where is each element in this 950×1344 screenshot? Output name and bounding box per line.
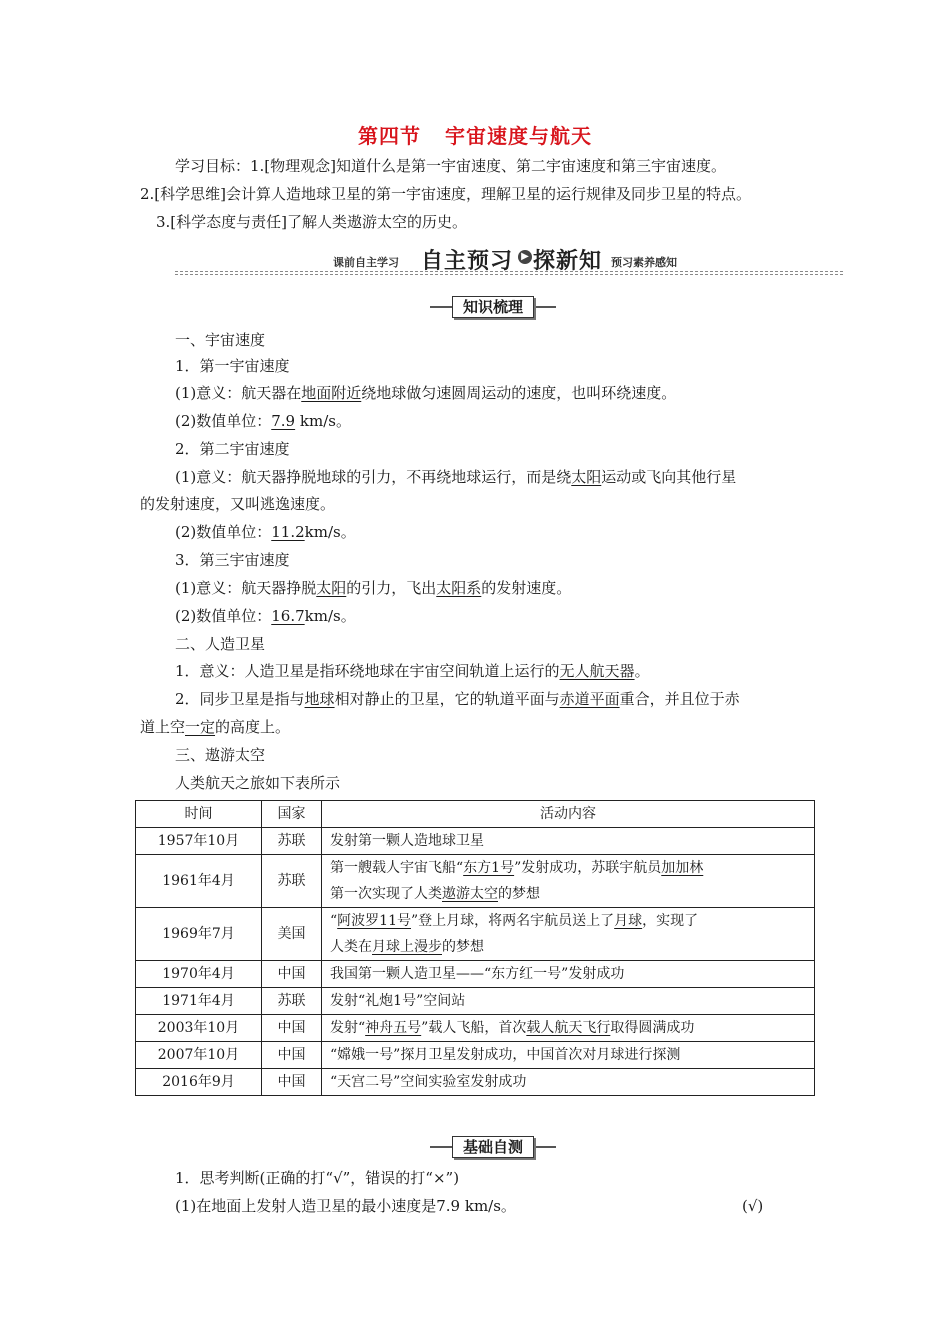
text: km/s。 <box>295 412 351 430</box>
table-row <box>136 1069 815 1096</box>
section-tag-knowledge <box>430 296 556 318</box>
banner-title-2: 探新知 <box>533 249 603 274</box>
selftest-question-1: (1)在地面上发射人造卫星的最小速度是7.9 km/s。 <box>175 1197 516 1215</box>
text: (1)意义：航天器挣脱地球的引力，不再绕地球运行，而是绕 <box>175 468 572 486</box>
header-time: 时间 <box>136 801 262 828</box>
page-title <box>0 120 950 149</box>
text: (1)意义：航天器在 <box>175 384 302 402</box>
text: 重合，并且位于赤 <box>619 690 740 708</box>
table-row <box>136 908 815 961</box>
text: km/s。 <box>304 607 356 625</box>
s1-third-value <box>175 606 356 626</box>
s1-second-value <box>175 522 356 542</box>
answer-blank: 载人航天飞行 <box>526 1020 611 1036</box>
s1-first-heading: 1．第一宇宙速度 <box>175 357 290 375</box>
answer-blank: 16.7 <box>271 607 305 625</box>
s1-third-heading: 3．第三宇宙速度 <box>175 551 290 569</box>
text: ，实现了 <box>642 913 699 929</box>
text: (1)意义：航天器挣脱 <box>175 579 317 597</box>
answer-blank: 地球 <box>304 690 335 708</box>
selftest-answer-mark: (√) <box>742 1197 764 1215</box>
table-header-row <box>136 801 815 828</box>
answer-blank: 11.2 <box>271 523 305 541</box>
table-row <box>136 828 815 855</box>
selftest-question-heading: 1．思考判断(正确的打“√”，错误的打“×”) <box>175 1169 460 1187</box>
tag-label: 基础自测 <box>452 1136 534 1158</box>
s2-item-2-line2 <box>140 717 290 737</box>
text: (2)数值单位： <box>175 607 272 625</box>
cell-content: 发射“礼炮1号”空间站 <box>322 988 815 1015</box>
answer-blank: 太阳 <box>316 579 347 597</box>
cell-content <box>322 1015 815 1042</box>
answer-blank: 太阳 <box>571 468 602 486</box>
text: 绕地球做匀速圆周运动的速度，也叫环绕速度。 <box>361 384 677 402</box>
banner-left-label: 课前自主学习 <box>333 256 399 269</box>
s1-second-meaning <box>175 467 736 487</box>
answer-blank: 遨游太空 <box>442 886 498 902</box>
answer-blank: 赤道平面 <box>559 690 620 708</box>
s1-first-meaning <box>175 383 676 403</box>
answer-blank: 一定 <box>185 718 216 736</box>
text: (2)数值单位： <box>175 523 272 541</box>
answer-blank: 东方1号 <box>463 860 515 876</box>
cell-country: 美国 <box>262 908 322 961</box>
text: 的梦想 <box>442 939 484 955</box>
cell-country: 中国 <box>262 1042 322 1069</box>
s3-intro: 人类航天之旅如下表所示 <box>175 774 341 792</box>
cell-time: 1969年7月 <box>136 908 262 961</box>
text: “ <box>330 913 338 929</box>
text: (2)数值单位： <box>175 412 272 430</box>
banner-title-1: 自主预习 <box>421 249 514 274</box>
cell-country: 苏联 <box>262 828 322 855</box>
section-tag-selftest <box>430 1136 556 1158</box>
cell-content <box>322 855 815 908</box>
s3-heading: 三、遨游太空 <box>175 746 266 764</box>
text: 第一次实现了人类 <box>330 886 442 902</box>
cell-country: 中国 <box>262 1015 322 1042</box>
table-row <box>136 1042 815 1069</box>
text: 第一艘载人宇宙飞船“ <box>330 860 464 876</box>
s2-heading: 二、人造卫星 <box>175 635 266 653</box>
text: ”登上月球，将两名宇航员送上了 <box>411 913 615 929</box>
text: 的引力，飞出 <box>346 579 437 597</box>
header-content: 活动内容 <box>322 801 815 828</box>
text: 的梦想 <box>498 886 540 902</box>
text: 运动或飞向其他行星 <box>601 468 737 486</box>
section-banner <box>175 244 843 278</box>
text: 1．意义：人造卫星是指环绕地球在宇宙空间轨道上运行的 <box>175 662 560 680</box>
cell-time: 1970年4月 <box>136 961 262 988</box>
cell-country: 苏联 <box>262 988 322 1015</box>
table-row <box>136 961 815 988</box>
table-row <box>136 1015 815 1042</box>
text: 人类在 <box>330 939 372 955</box>
answer-blank: 阿波罗11号 <box>337 913 411 929</box>
text: 。 <box>634 662 650 680</box>
objective-line-2: 2.[科学思维]会计算人造地球卫星的第一宇宙速度，理解卫星的运行规律及同步卫星的特点。 <box>140 185 752 203</box>
text: 的高度上。 <box>215 718 291 736</box>
cell-country: 中国 <box>262 961 322 988</box>
text: 道上空 <box>140 718 186 736</box>
table-row <box>136 855 815 908</box>
objective-line-3: 3.[科学态度与责任]了解人类遨游太空的历史。 <box>156 213 468 231</box>
cell-country: 中国 <box>262 1069 322 1096</box>
answer-blank: 神舟五号 <box>365 1020 422 1036</box>
text: 的发射速度。 <box>481 579 572 597</box>
text: ”载人飞船，首次 <box>421 1020 527 1036</box>
banner-right-label: 预习素养感知 <box>611 256 677 269</box>
s1-first-value <box>175 411 351 431</box>
s1-second-heading: 2．第二宇宙速度 <box>175 440 290 458</box>
cell-content: “天宫二号”空间实验室发射成功 <box>322 1069 815 1096</box>
answer-blank: 无人航天器 <box>559 662 635 680</box>
s2-item-1 <box>175 661 650 681</box>
s1-second-meaning-line2: 的发射速度，又叫逃逸速度。 <box>140 495 336 513</box>
banner-rule-top <box>175 271 843 272</box>
text: km/s。 <box>304 523 356 541</box>
s2-item-2 <box>175 689 740 709</box>
cell-content: 我国第一颗人造卫星——“东方红一号”发射成功 <box>322 961 815 988</box>
cell-time: 2003年10月 <box>136 1015 262 1042</box>
header-country: 国家 <box>262 801 322 828</box>
cell-time: 1957年10月 <box>136 828 262 855</box>
answer-blank: 月球上漫步 <box>372 939 442 955</box>
cell-content <box>322 908 815 961</box>
cell-time: 1971年4月 <box>136 988 262 1015</box>
answer-blank: 7.9 <box>271 412 296 430</box>
cell-time: 2016年9月 <box>136 1069 262 1096</box>
table-row <box>136 988 815 1015</box>
answer-blank: 月球 <box>614 913 643 929</box>
title-text: 宇宙速度与航天 <box>445 124 592 148</box>
title-section-number: 第四节 <box>358 124 421 148</box>
cell-content: “嫦娥一号”探月卫星发射成功，中国首次对月球进行探测 <box>322 1042 815 1069</box>
banner-arrow-icon: ▶ <box>518 250 532 264</box>
text: 相对静止的卫星，它的轨道平面与 <box>334 690 560 708</box>
text: 取得圆满成功 <box>610 1020 695 1036</box>
text: 发射“ <box>330 1020 366 1036</box>
cell-time: 2007年10月 <box>136 1042 262 1069</box>
text: 2．同步卫星是指与 <box>175 690 305 708</box>
s1-third-meaning <box>175 578 571 598</box>
cell-time: 1961年4月 <box>136 855 262 908</box>
objective-line-1: 学习目标：1.[物理观念]知道什么是第一宇宙速度、第二宇宙速度和第三宇宙速度。 <box>175 157 727 175</box>
answer-blank: 加加林 <box>661 860 704 876</box>
cell-content: 发射第一颗人造地球卫星 <box>322 828 815 855</box>
text: ”发射成功，苏联宇航员 <box>514 860 662 876</box>
cell-country: 苏联 <box>262 855 322 908</box>
banner-rule-bottom <box>175 274 843 275</box>
s1-heading: 一、宇宙速度 <box>175 331 266 349</box>
tag-label: 知识梳理 <box>452 296 534 318</box>
space-history-table <box>135 800 815 1096</box>
answer-blank: 地面附近 <box>301 384 362 402</box>
answer-blank: 太阳系 <box>436 579 482 597</box>
